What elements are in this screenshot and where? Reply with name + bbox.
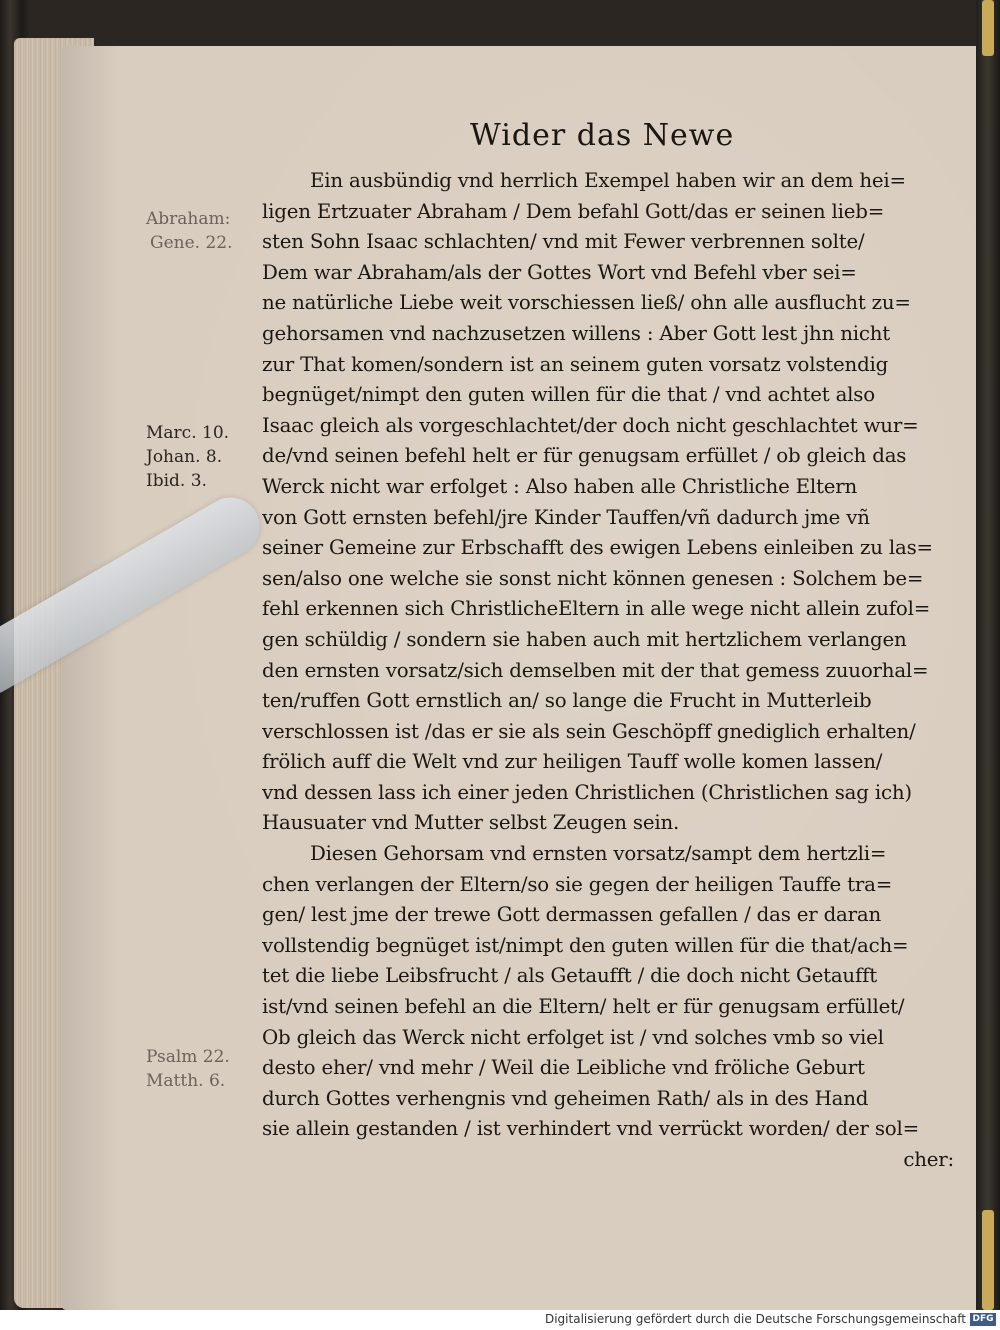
margin-note: Abraham: — [146, 209, 231, 229]
text-line: Werck nicht war erfolget : Also haben alle Christliche Eltern — [262, 474, 858, 498]
text-line: frölich auff die Welt vnd zur heiligen Tauff wolle komen lassen/ — [262, 750, 883, 774]
text-line: verschlossen ist /das er sie als sein Geschöpff gnediglich erhalten/ — [262, 719, 916, 743]
text-line: Ein ausbündig vnd herrlich Exempel haben wir an dem hei= — [310, 169, 906, 192]
dfg-logo-icon: DFG — [970, 1313, 996, 1326]
text-line: durch Gottes verhengnis vnd geheimen Rath/ als in des Hand — [262, 1086, 869, 1110]
text-line: gen/ lest jme der trewe Gott dermassen gefallen / das er daran — [262, 903, 882, 927]
text-line: Ob gleich das Werck nicht erfolget ist / vnd solches vmb so viel — [262, 1025, 884, 1049]
text-line: tet die liebe Leibsfrucht / als Getaufft / die doch nicht Getaufft — [262, 964, 877, 988]
book-spine-edge — [976, 0, 1000, 1310]
text-line: ist/vnd seinen befehl an die Eltern/ helt er für genugsam erfüllet/ — [262, 995, 905, 1019]
text-line: seiner Gemeine zur Erbschafft des ewigen Lebens einleiben zu las= — [262, 536, 933, 560]
ribbon-bookmark-top — [982, 0, 994, 56]
running-title: Wider das Newe — [470, 118, 735, 153]
text-line: sie allein gestanden / ist verhindert vnd verrückt worden/ der sol= — [262, 1117, 919, 1141]
main-text-block — [262, 166, 962, 1176]
text-line: Dem war Abraham/als der Gottes Wort vnd Befehl vber sei= — [262, 260, 857, 284]
text-line: ten/ruffen Gott ernstlich an/ so lange die Frucht in Mutterleib — [262, 689, 872, 713]
text-line: ligen Ertzuater Abraham / Dem befahl Gott/das er seinen lieb= — [262, 199, 885, 223]
text-line: sen/also one welche sie sonst nicht können genesen : Solchem be= — [262, 566, 924, 590]
text-line: gehorsamen vnd nachzusetzen willens : Aber Gott lest jhn nicht — [262, 321, 891, 345]
text-line: Diesen Gehorsam vnd ernsten vorsatz/sampt dem hertzli= — [310, 842, 887, 866]
text-line: von Gott ernsten befehl/jre Kinder Tauffen/vñ dadurch jme vñ — [262, 505, 870, 529]
text-line: vollstendig begnüget ist/nimpt den guten willen für die that/ach= — [262, 933, 909, 957]
text-line: de/vnd seinen befehl helt er für genugsam erfüllet / ob gleich das — [262, 444, 907, 468]
text-line: chen verlangen der Eltern/so sie gegen der heiligen Tauffe tra= — [262, 872, 893, 896]
text-line: gen schüldig / sondern sie haben auch mit hertzlichem verlangen — [262, 627, 907, 651]
catchword: cher: — [903, 1148, 954, 1171]
text-line: den ernsten vorsatz/sich demselben mit der that gemess zuuorhal= — [262, 658, 929, 682]
footer-bar — [0, 1310, 1000, 1330]
margin-note: Johan. 8. — [146, 447, 223, 467]
text-line: sten Sohn Isaac schlachten/ vnd mit Fewer verbrennen solte/ — [262, 230, 865, 254]
margin-note: Gene. 22. — [150, 233, 233, 253]
text-line: desto eher/ vnd mehr / Weil die Leibliche vnd fröliche Geburt — [262, 1056, 865, 1080]
margin-note: Ibid. 3. — [146, 471, 207, 491]
margin-note: Psalm 22. — [146, 1047, 230, 1067]
margin-note: Matth. 6. — [146, 1071, 226, 1091]
text-line: vnd dessen lass ich einer jeden Christlichen (Christlichen sag ich) — [262, 780, 912, 804]
text-line: Isaac gleich als vorgeschlachtet/der doch nicht geschlachtet wur= — [262, 413, 919, 437]
margin-note: Marc. 10. — [146, 423, 230, 443]
footer-credit: Digitalisierung gefördert durch die Deutsche Forschungsgemeinschaft — [544, 1312, 966, 1326]
text-line: ne natürliche Liebe weit vorschiessen ließ/ ohn alle ausflucht zu= — [262, 291, 911, 315]
text-line: zur That komen/sondern ist an seinem guten vorsatz volstendig — [262, 352, 889, 376]
ribbon-bookmark-bottom — [982, 1210, 994, 1310]
text-line: fehl erkennen sich ChristlicheEltern in alle wege nicht allein zufol= — [262, 597, 931, 621]
text-line: Hausuater vnd Mutter selbst Zeugen sein. — [262, 811, 680, 835]
text-line: begnüget/nimpt den guten willen für die that / vnd achtet also — [262, 383, 875, 407]
